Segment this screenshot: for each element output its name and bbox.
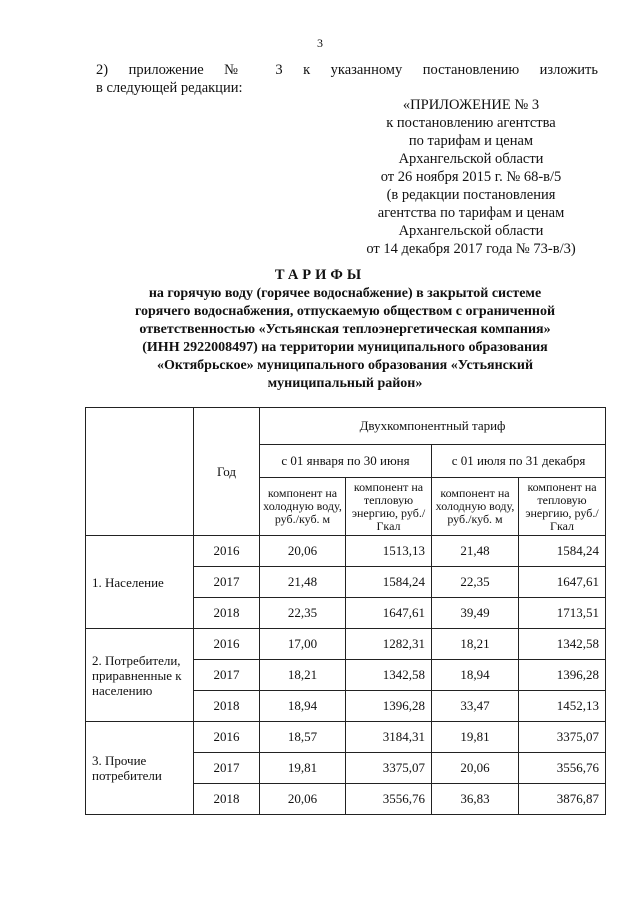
value-cell: 17,00 bbox=[260, 629, 346, 660]
value-cell: 1342,58 bbox=[519, 629, 606, 660]
year-cell: 2017 bbox=[194, 660, 260, 691]
header-cold-component: компонент на холодную воду, руб./куб. м bbox=[260, 478, 346, 536]
intro-line-1: 2) приложение № 3 к указанному постановлению изложить bbox=[96, 62, 598, 78]
year-cell: 2016 bbox=[194, 722, 260, 753]
header-period-2: с 01 июля по 31 декабря bbox=[432, 445, 606, 478]
subtitle-line: (ИНН 2922008497) на территории муниципального образования bbox=[142, 340, 548, 355]
category-cell: 3. Прочие потребители bbox=[86, 722, 194, 815]
category-cell: 1. Население bbox=[86, 536, 194, 629]
value-cell: 3375,07 bbox=[519, 722, 606, 753]
value-cell: 20,06 bbox=[432, 753, 519, 784]
value-cell: 19,81 bbox=[432, 722, 519, 753]
appendix-line: Архангельской области bbox=[398, 223, 544, 239]
year-cell: 2018 bbox=[194, 691, 260, 722]
tariff-table bbox=[85, 407, 606, 815]
year-cell: 2017 bbox=[194, 567, 260, 598]
appendix-line: (в редакции постановления bbox=[386, 187, 556, 203]
value-cell: 1513,13 bbox=[346, 536, 432, 567]
subtitle-line: на горячую воду (горячее водоснабжение) в закрытой системе bbox=[148, 286, 542, 301]
appendix-block bbox=[356, 96, 586, 258]
value-cell: 1713,51 bbox=[519, 598, 606, 629]
header-period-1: с 01 января по 30 июня bbox=[260, 445, 432, 478]
value-cell: 22,35 bbox=[260, 598, 346, 629]
appendix-line: Архангельской области bbox=[398, 151, 544, 167]
value-cell: 20,06 bbox=[260, 536, 346, 567]
value-cell: 18,57 bbox=[260, 722, 346, 753]
value-cell: 21,48 bbox=[260, 567, 346, 598]
value-cell: 20,06 bbox=[260, 784, 346, 815]
page-number: 3 bbox=[317, 36, 323, 50]
appendix-line: «ПРИЛОЖЕНИЕ № 3 bbox=[402, 97, 540, 113]
header-cold-component: компонент на холодную воду, руб./куб. м bbox=[432, 478, 519, 536]
table-row bbox=[86, 722, 606, 753]
year-cell: 2018 bbox=[194, 598, 260, 629]
year-cell: 2016 bbox=[194, 536, 260, 567]
table-row bbox=[86, 536, 606, 567]
table-row bbox=[86, 629, 606, 660]
value-cell: 1584,24 bbox=[519, 536, 606, 567]
subtitle-line: горячего водоснабжения, отпускаемую обществом с ограниченной bbox=[134, 304, 556, 319]
document-subtitle bbox=[110, 285, 580, 393]
appendix-line: к постановлению агентства bbox=[386, 115, 556, 131]
value-cell: 1647,61 bbox=[519, 567, 606, 598]
value-cell: 19,81 bbox=[260, 753, 346, 784]
value-cell: 1647,61 bbox=[346, 598, 432, 629]
appendix-line: агентства по тарифам и ценам bbox=[377, 205, 565, 221]
header-year: Год bbox=[194, 408, 260, 536]
value-cell: 1452,13 bbox=[519, 691, 606, 722]
value-cell: 18,94 bbox=[432, 660, 519, 691]
year-cell: 2016 bbox=[194, 629, 260, 660]
subtitle-line: муниципальный район» bbox=[267, 376, 423, 391]
value-cell: 3184,31 bbox=[346, 722, 432, 753]
value-cell: 18,21 bbox=[260, 660, 346, 691]
value-cell: 18,21 bbox=[432, 629, 519, 660]
value-cell: 1396,28 bbox=[519, 660, 606, 691]
value-cell: 3556,76 bbox=[346, 784, 432, 815]
header-heat-component: компонент на тепловую энергию, руб./Гкал bbox=[346, 478, 432, 536]
header-tariff: Двухкомпонентный тариф bbox=[260, 408, 606, 445]
appendix-line: по тарифам и ценам bbox=[408, 133, 534, 149]
value-cell: 1282,31 bbox=[346, 629, 432, 660]
value-cell: 1342,58 bbox=[346, 660, 432, 691]
value-cell: 18,94 bbox=[260, 691, 346, 722]
appendix-line: от 26 ноября 2015 г. № 68-в/5 bbox=[380, 169, 562, 185]
value-cell: 21,48 bbox=[432, 536, 519, 567]
value-cell: 36,83 bbox=[432, 784, 519, 815]
category-cell: 2. Потребители, приравненные к населению bbox=[86, 629, 194, 722]
value-cell: 3876,87 bbox=[519, 784, 606, 815]
value-cell: 3375,07 bbox=[346, 753, 432, 784]
subtitle-line: ответственностью «Устьянская теплоэнергетическая компания» bbox=[139, 322, 551, 337]
value-cell: 1584,24 bbox=[346, 567, 432, 598]
document-title: ТАРИФЫ bbox=[274, 267, 366, 283]
value-cell: 22,35 bbox=[432, 567, 519, 598]
subtitle-line: «Октябрьское» муниципального образования «Устьянский bbox=[156, 358, 534, 373]
intro-line-2: в следующей редакции: bbox=[96, 80, 243, 96]
appendix-line: от 14 декабря 2017 года № 73-в/3) bbox=[366, 241, 576, 257]
header-category bbox=[86, 408, 194, 536]
value-cell: 1396,28 bbox=[346, 691, 432, 722]
value-cell: 39,49 bbox=[432, 598, 519, 629]
value-cell: 33,47 bbox=[432, 691, 519, 722]
value-cell: 3556,76 bbox=[519, 753, 606, 784]
year-cell: 2017 bbox=[194, 753, 260, 784]
header-heat-component: компонент на тепловую энергию, руб./Гкал bbox=[519, 478, 606, 536]
year-cell: 2018 bbox=[194, 784, 260, 815]
